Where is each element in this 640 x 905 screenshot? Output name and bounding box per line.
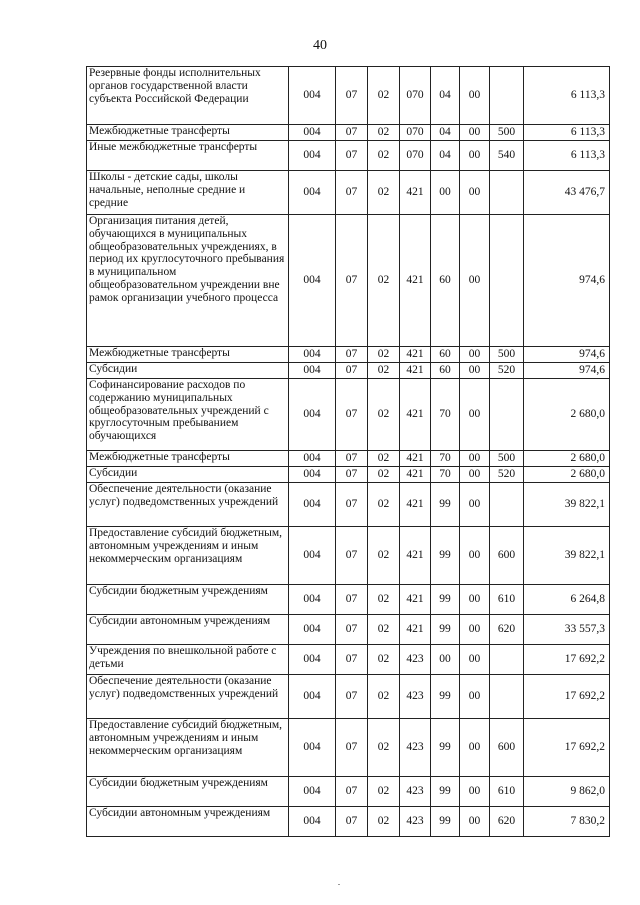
target-code-part3: 00 (460, 347, 490, 363)
section-code: 07 (336, 585, 368, 615)
row-name: Субсидии (87, 363, 289, 379)
subsection-code: 02 (368, 807, 400, 837)
table-row (87, 483, 610, 527)
subsection-code: 02 (368, 467, 400, 483)
row-amount: 974,6 (524, 347, 610, 363)
department-code: 004 (289, 645, 336, 675)
table-row (87, 363, 610, 379)
target-code-part1: 421 (400, 615, 431, 645)
target-code-part2: 60 (431, 363, 460, 379)
expense-type-code: 610 (490, 585, 524, 615)
row-name: Межбюджетные трансферты (87, 347, 289, 363)
section-code: 07 (336, 483, 368, 527)
department-code: 004 (289, 585, 336, 615)
table-row (87, 171, 610, 215)
expense-type-code: 620 (490, 615, 524, 645)
department-code: 004 (289, 527, 336, 585)
target-code-part1: 423 (400, 645, 431, 675)
target-code-part1: 421 (400, 363, 431, 379)
row-name: Предоставление субсидий бюджетным, автономным учреждениям и иным некоммерческим организациям (87, 719, 289, 777)
subsection-code: 02 (368, 215, 400, 347)
target-code-part3: 00 (460, 363, 490, 379)
department-code: 004 (289, 215, 336, 347)
section-code: 07 (336, 347, 368, 363)
department-code: 004 (289, 347, 336, 363)
target-code-part1: 423 (400, 777, 431, 807)
section-code: 07 (336, 645, 368, 675)
section-code: 07 (336, 141, 368, 171)
expense-type-code: 600 (490, 719, 524, 777)
target-code-part3: 00 (460, 585, 490, 615)
row-amount: 7 830,2 (524, 807, 610, 837)
subsection-code: 02 (368, 777, 400, 807)
department-code: 004 (289, 483, 336, 527)
department-code: 004 (289, 125, 336, 141)
row-name: Учреждения по внешкольной работе с детьми (87, 645, 289, 675)
target-code-part3: 00 (460, 615, 490, 645)
table-row (87, 125, 610, 141)
page-number: 40 (313, 38, 327, 53)
expense-type-code: 500 (490, 125, 524, 141)
subsection-code: 02 (368, 527, 400, 585)
row-amount: 39 822,1 (524, 527, 610, 585)
row-amount: 6 113,3 (524, 141, 610, 171)
target-code-part2: 70 (431, 379, 460, 451)
row-name: Субсидии (87, 467, 289, 483)
department-code: 004 (289, 777, 336, 807)
row-amount: 6 113,3 (524, 67, 610, 125)
row-name: Субсидии бюджетным учреждениям (87, 777, 289, 807)
expense-type-code: 610 (490, 777, 524, 807)
table-row (87, 141, 610, 171)
table-row (87, 807, 610, 837)
expense-type-code (490, 483, 524, 527)
expense-type-code: 500 (490, 347, 524, 363)
department-code: 004 (289, 171, 336, 215)
department-code: 004 (289, 141, 336, 171)
table-row (87, 615, 610, 645)
row-amount: 2 680,0 (524, 451, 610, 467)
department-code: 004 (289, 719, 336, 777)
expense-type-code: 600 (490, 527, 524, 585)
target-code-part3: 00 (460, 777, 490, 807)
target-code-part1: 070 (400, 67, 431, 125)
target-code-part3: 00 (460, 807, 490, 837)
subsection-code: 02 (368, 615, 400, 645)
target-code-part2: 60 (431, 347, 460, 363)
row-amount: 2 680,0 (524, 379, 610, 451)
subsection-code: 02 (368, 141, 400, 171)
table-row (87, 379, 610, 451)
target-code-part3: 00 (460, 379, 490, 451)
target-code-part3: 00 (460, 451, 490, 467)
target-code-part1: 070 (400, 125, 431, 141)
row-amount: 6 264,8 (524, 585, 610, 615)
target-code-part3: 00 (460, 527, 490, 585)
subsection-code: 02 (368, 675, 400, 719)
target-code-part3: 00 (460, 645, 490, 675)
budget-table (86, 66, 610, 837)
table-row (87, 719, 610, 777)
subsection-code: 02 (368, 483, 400, 527)
row-amount: 974,6 (524, 215, 610, 347)
table-row (87, 215, 610, 347)
row-name: Межбюджетные трансферты (87, 451, 289, 467)
row-amount: 39 822,1 (524, 483, 610, 527)
row-name: Межбюджетные трансферты (87, 125, 289, 141)
department-code: 004 (289, 363, 336, 379)
target-code-part2: 99 (431, 777, 460, 807)
target-code-part2: 99 (431, 585, 460, 615)
row-amount: 9 862,0 (524, 777, 610, 807)
target-code-part3: 00 (460, 215, 490, 347)
table-row (87, 451, 610, 467)
row-amount: 17 692,2 (524, 645, 610, 675)
expense-type-code (490, 645, 524, 675)
section-code: 07 (336, 451, 368, 467)
target-code-part3: 00 (460, 675, 490, 719)
row-name: Резервные фонды исполнительных органов государственной власти субъекта Российской Федерации (87, 67, 289, 125)
target-code-part3: 00 (460, 141, 490, 171)
department-code: 004 (289, 467, 336, 483)
subsection-code: 02 (368, 363, 400, 379)
section-code: 07 (336, 467, 368, 483)
department-code: 004 (289, 379, 336, 451)
target-code-part2: 99 (431, 719, 460, 777)
table-row (87, 67, 610, 125)
target-code-part3: 00 (460, 483, 490, 527)
row-amount: 43 476,7 (524, 171, 610, 215)
section-code: 07 (336, 777, 368, 807)
target-code-part2: 99 (431, 483, 460, 527)
table-row (87, 777, 610, 807)
expense-type-code (490, 675, 524, 719)
row-amount: 974,6 (524, 363, 610, 379)
department-code: 004 (289, 807, 336, 837)
target-code-part1: 421 (400, 171, 431, 215)
row-name: Софинансирование расходов по содержанию муниципальных общеобразовательных учреждений с круглосуточным пребыванием обучающихся (87, 379, 289, 451)
row-name: Субсидии автономным учреждениям (87, 807, 289, 837)
row-amount: 17 692,2 (524, 675, 610, 719)
target-code-part2: 70 (431, 451, 460, 467)
row-name: Субсидии бюджетным учреждениям (87, 585, 289, 615)
target-code-part1: 421 (400, 527, 431, 585)
row-name: Субсидии автономным учреждениям (87, 615, 289, 645)
target-code-part2: 00 (431, 171, 460, 215)
section-code: 07 (336, 807, 368, 837)
expense-type-code: 500 (490, 451, 524, 467)
subsection-code: 02 (368, 585, 400, 615)
row-amount: 33 557,3 (524, 615, 610, 645)
subsection-code: 02 (368, 347, 400, 363)
row-name: Обеспечение деятельности (оказание услуг) подведомственных учреждений (87, 675, 289, 719)
table-row (87, 645, 610, 675)
expense-type-code (490, 379, 524, 451)
table-row (87, 347, 610, 363)
target-code-part2: 99 (431, 807, 460, 837)
expense-type-code: 520 (490, 363, 524, 379)
target-code-part3: 00 (460, 171, 490, 215)
target-code-part2: 99 (431, 675, 460, 719)
scan-speck (338, 884, 340, 885)
target-code-part1: 421 (400, 585, 431, 615)
section-code: 07 (336, 171, 368, 215)
target-code-part1: 423 (400, 675, 431, 719)
target-code-part1: 070 (400, 141, 431, 171)
section-code: 07 (336, 719, 368, 777)
target-code-part2: 04 (431, 125, 460, 141)
section-code: 07 (336, 527, 368, 585)
table-row (87, 467, 610, 483)
section-code: 07 (336, 363, 368, 379)
section-code: 07 (336, 67, 368, 125)
expense-type-code: 520 (490, 467, 524, 483)
section-code: 07 (336, 125, 368, 141)
target-code-part3: 00 (460, 467, 490, 483)
expense-type-code (490, 215, 524, 347)
row-name: Иные межбюджетные трансферты (87, 141, 289, 171)
target-code-part1: 421 (400, 215, 431, 347)
target-code-part1: 423 (400, 807, 431, 837)
table-row (87, 675, 610, 719)
expense-type-code (490, 171, 524, 215)
department-code: 004 (289, 675, 336, 719)
subsection-code: 02 (368, 719, 400, 777)
target-code-part1: 423 (400, 719, 431, 777)
target-code-part2: 70 (431, 467, 460, 483)
subsection-code: 02 (368, 171, 400, 215)
row-amount: 6 113,3 (524, 125, 610, 141)
expense-type-code: 540 (490, 141, 524, 171)
section-code: 07 (336, 675, 368, 719)
target-code-part2: 04 (431, 141, 460, 171)
table-row (87, 527, 610, 585)
section-code: 07 (336, 379, 368, 451)
row-amount: 17 692,2 (524, 719, 610, 777)
subsection-code: 02 (368, 451, 400, 467)
target-code-part1: 421 (400, 467, 431, 483)
subsection-code: 02 (368, 67, 400, 125)
department-code: 004 (289, 67, 336, 125)
target-code-part1: 421 (400, 483, 431, 527)
target-code-part2: 99 (431, 527, 460, 585)
subsection-code: 02 (368, 645, 400, 675)
target-code-part2: 04 (431, 67, 460, 125)
department-code: 004 (289, 615, 336, 645)
department-code: 004 (289, 451, 336, 467)
target-code-part3: 00 (460, 719, 490, 777)
section-code: 07 (336, 215, 368, 347)
target-code-part1: 421 (400, 379, 431, 451)
row-name: Предоставление субсидий бюджетным, автономным учреждениям и иным некоммерческим организациям (87, 527, 289, 585)
target-code-part2: 99 (431, 615, 460, 645)
target-code-part2: 00 (431, 645, 460, 675)
table-row (87, 585, 610, 615)
row-name: Школы - детские сады, школы начальные, неполные средние и средние (87, 171, 289, 215)
row-amount: 2 680,0 (524, 467, 610, 483)
target-code-part3: 00 (460, 125, 490, 141)
section-code: 07 (336, 615, 368, 645)
subsection-code: 02 (368, 125, 400, 141)
expense-type-code: 620 (490, 807, 524, 837)
expense-type-code (490, 67, 524, 125)
target-code-part3: 00 (460, 67, 490, 125)
target-code-part2: 60 (431, 215, 460, 347)
row-name: Организация питания детей, обучающихся в муниципальных общеобразовательных учреждениях, в период их круглосуточного пребывания в муниципальном общеобразовательном учреждении вне рамок организации учебного процесса (87, 215, 289, 347)
target-code-part1: 421 (400, 347, 431, 363)
subsection-code: 02 (368, 379, 400, 451)
row-name: Обеспечение деятельности (оказание услуг) подведомственных учреждений (87, 483, 289, 527)
target-code-part1: 421 (400, 451, 431, 467)
